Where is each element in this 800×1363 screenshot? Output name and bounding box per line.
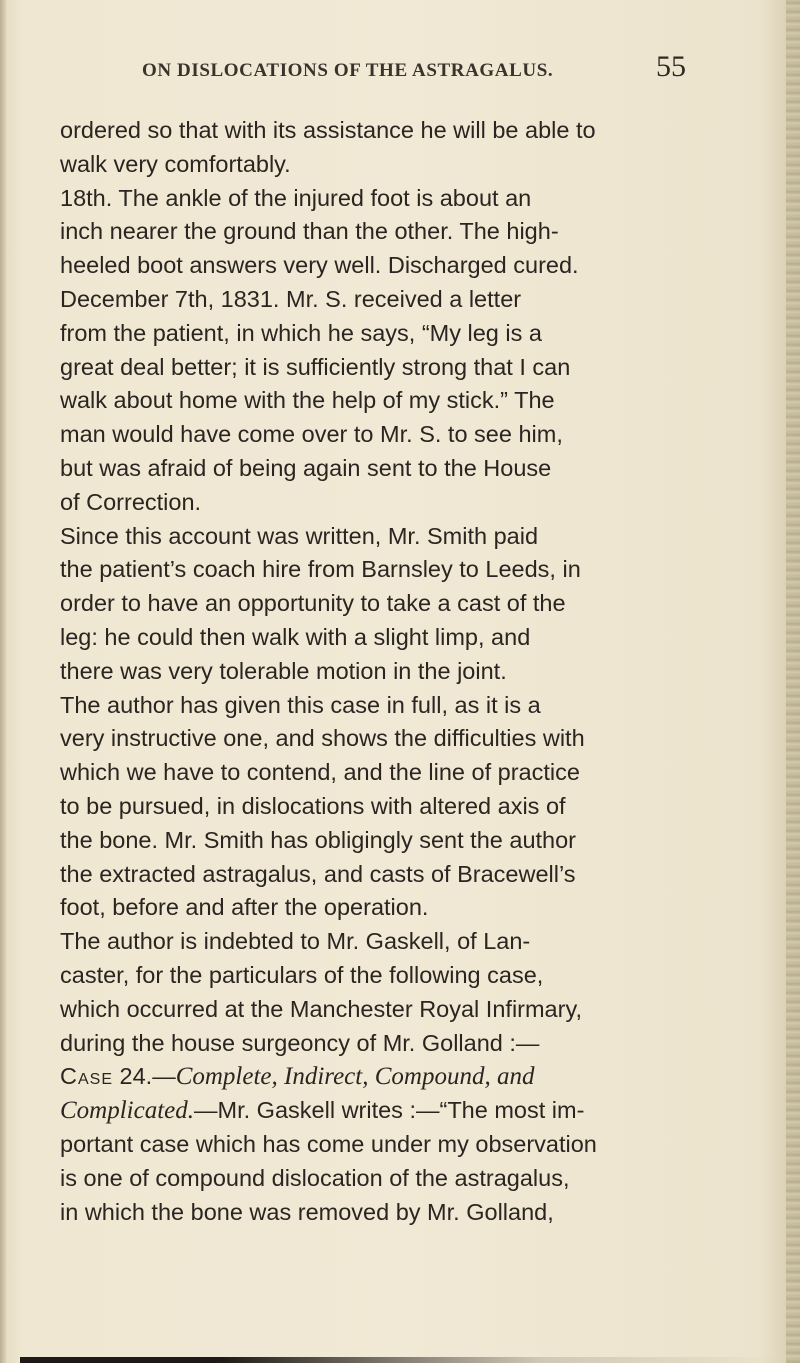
text-line: leg: he could then walk with a slight limp, and [60, 623, 531, 650]
scan-bottom-edge [20, 1357, 780, 1363]
case-heading-line [60, 1060, 702, 1094]
text-line: The author has given this case in full, as it is a [60, 691, 541, 718]
text-line: during the house surgeoncy of Mr. Golland :— [60, 1029, 540, 1056]
text-line: there was very tolerable motion in the joint. [60, 657, 507, 684]
text-line: the patient’s coach hire from Barnsley to Leeds, in [60, 556, 581, 583]
text-line: portant case which has come under my observation [60, 1130, 597, 1157]
case-label: Case [60, 1063, 113, 1090]
text-line: in which the bone was removed by Mr. Golland, [60, 1198, 554, 1225]
text-line: Since this account was written, Mr. Smith paid [60, 522, 539, 549]
text-line: but was afraid of being again sent to the House [60, 454, 552, 481]
text-line: walk very comfortably. [60, 150, 291, 177]
text-line: ordered so that with its assistance he will be able to [60, 117, 596, 143]
text-line: to be pursued, in dislocations with altered axis of [60, 792, 566, 819]
page-header [96, 50, 686, 94]
text-line: from the patient, in which he says, “My leg is a [60, 319, 542, 346]
text-line: December 7th, 1831. Mr. S. received a letter [60, 285, 522, 312]
page-right-edge [786, 0, 800, 1363]
text-line: heeled boot answers very well. Discharged cured. [60, 252, 579, 279]
text-line: 18th. The ankle of the injured foot is about an [60, 184, 532, 211]
page-number: 55 [656, 50, 686, 83]
case-title-part2: Complicated. [60, 1097, 195, 1125]
case-dash: — [152, 1063, 176, 1090]
page-left-edge [0, 0, 6, 1363]
text-line: great deal better; it is sufficiently strong that I can [60, 353, 571, 380]
text-line: which occurred at the Manchester Royal Infirmary, [60, 995, 582, 1022]
text-line: the extracted astragalus, and casts of Bracewell’s [60, 860, 576, 887]
body-text [60, 114, 702, 1229]
text-line: which we have to contend, and the line of practice [60, 759, 580, 786]
running-head: ON DISLOCATIONS OF THE ASTRAGALUS. [142, 60, 554, 81]
text-line: the bone. Mr. Smith has obligingly sent the author [60, 826, 577, 853]
text-line: The author is indebted to Mr. Gaskell, of Lan- [60, 928, 531, 955]
case-intro-text: —Mr. Gaskell writes :—“The most im- [194, 1097, 585, 1124]
text-line: caster, for the particulars of the following case, [60, 961, 544, 988]
text-line: very instructive one, and shows the difficulties with [60, 725, 585, 752]
text-line: of Correction. [60, 488, 202, 515]
case-title-part1: Complete, Indirect, Compound, and [175, 1063, 535, 1091]
text-line: foot, before and after the operation. [60, 894, 429, 921]
text-line: walk about home with the help of my stick.” The [60, 387, 555, 414]
text-line: man would have come over to Mr. S. to see him, [60, 421, 563, 448]
text-line: inch nearer the ground than the other. The high- [60, 218, 559, 245]
text-line: order to have an opportunity to take a cast of the [60, 590, 566, 617]
case-heading-line-2 [60, 1094, 702, 1128]
text-line: is one of compound dislocation of the astragalus, [60, 1164, 570, 1191]
case-number: 24. [119, 1063, 153, 1090]
